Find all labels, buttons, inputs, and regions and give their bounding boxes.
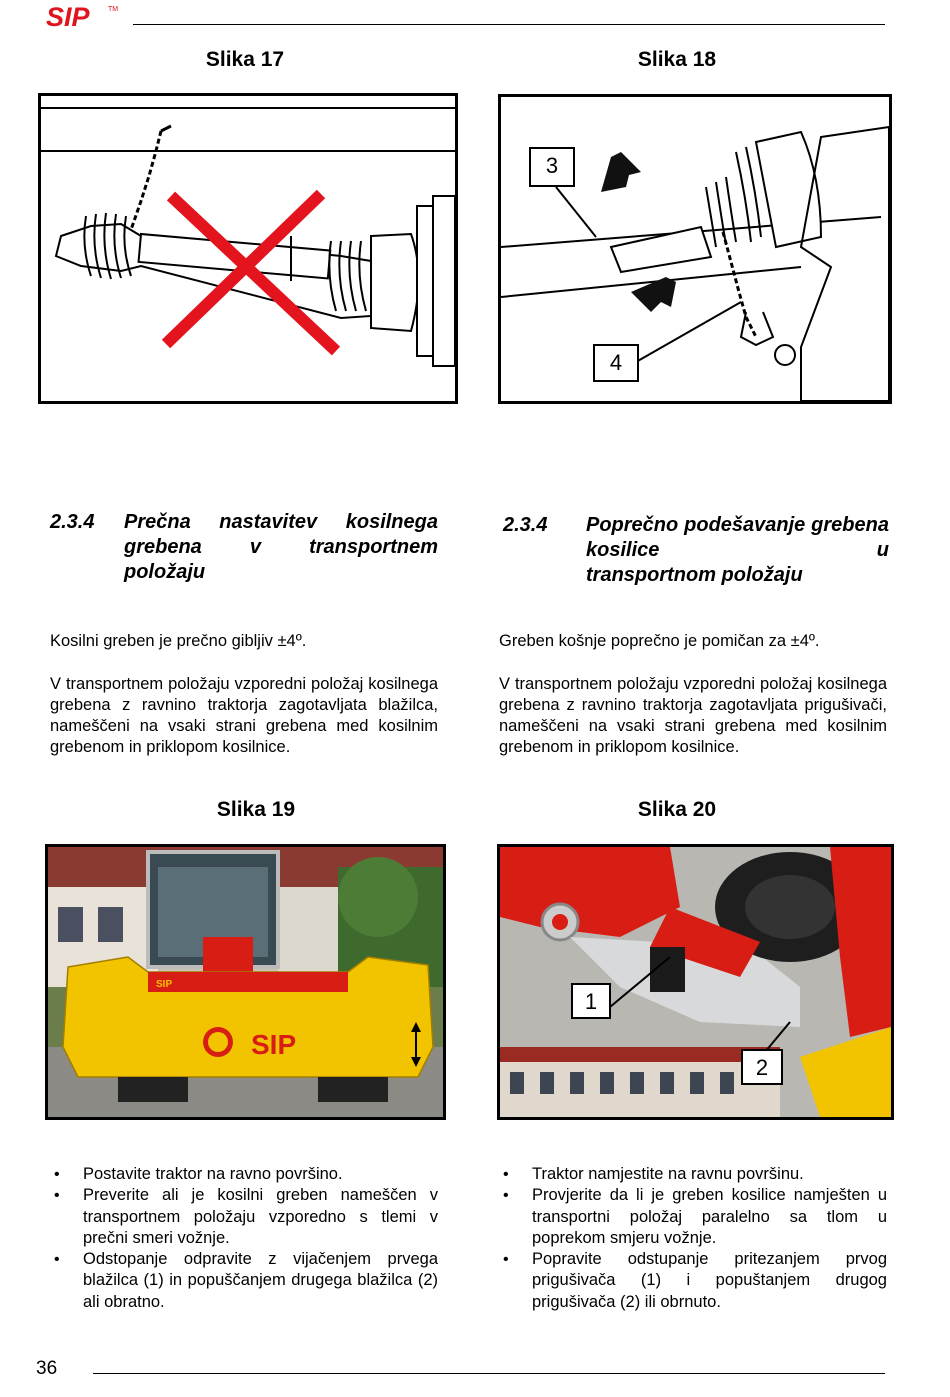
right-section-heading — [503, 513, 889, 593]
right-bullet-list — [499, 1164, 887, 1313]
right-heading-last: transportnom položaju — [586, 564, 803, 586]
figure-17-drawing — [38, 93, 458, 404]
right-section-number: 2.3.4 — [503, 514, 548, 536]
figure-19-title: Slika 19 — [216, 798, 296, 821]
page-number: 36 — [36, 1358, 58, 1379]
right-bullet-1: • Traktor namjestite na ravnu površinu. — [499, 1164, 887, 1185]
left-section-heading — [50, 510, 440, 590]
sip-logo — [46, 2, 126, 30]
left-para-1: Kosilni greben je prečno gibljiv ±4º. — [50, 632, 307, 650]
left-section-number: 2.3.4 — [50, 511, 95, 533]
figure-18-drawing — [498, 94, 892, 404]
logo-text: SIP — [46, 2, 90, 30]
right-para-1: Greben košnje poprečno je pomičan za ±4º. — [499, 632, 820, 650]
right-heading-text: Poprečno podešavanje grebena kosilice u — [586, 514, 889, 561]
left-para-2: V transportnem položaju vzporedni položaj kosilnega grebena z ravnino traktorja zagotavljata blažilca, nameščeni na vsaki strani grebena med kosilnim grebenom in priklopom kosilnice. — [50, 675, 438, 756]
callout-2: 2 — [741, 1049, 783, 1085]
header-rule — [133, 24, 885, 25]
mower-brand-label: SIP — [156, 979, 173, 990]
figure-20-photo — [497, 844, 894, 1120]
right-bullet-3: • Popravite odstupanje pritezanjem prvog prigušivača (1) i popuštanjem drugog prigušivača (2) ili obrnuto. — [499, 1249, 887, 1313]
callout-1: 1 — [571, 983, 611, 1019]
callout-3: 3 — [529, 147, 575, 187]
left-bullet-3: • Odstopanje odpravite z vijačenjem prvega blažilca (1) in popuščanjem drugega blažilca (2) ali obratno. — [50, 1249, 438, 1313]
svg-text:TM: TM — [108, 6, 119, 13]
figure-19-photo — [45, 844, 446, 1120]
left-bullet-list — [50, 1164, 438, 1313]
left-heading-last: položaju — [124, 561, 206, 583]
right-bullet-2: • Provjerite da li je greben kosilice namješten u transportni položaj paralelno sa tlom u poprekom smjeru vožnje. — [499, 1185, 887, 1249]
callout-4: 4 — [593, 344, 639, 382]
footer-rule — [93, 1373, 885, 1374]
left-bullet-2: • Preverite ali je kosilni greben nameščen v transportnem položaju vzporedno s tlemi v prečni smeri vožnje. — [50, 1185, 438, 1249]
left-bullet-1: • Postavite traktor na ravno površino. — [50, 1164, 438, 1185]
figure-17-title: Slika 17 — [205, 48, 285, 71]
figure-20-title: Slika 20 — [637, 798, 717, 821]
mower-hood-logo: SIP — [251, 1029, 297, 1060]
right-para-2: V transportnem položaju vzporedni položaj kosilnega grebena z ravnino traktorja zagotavljata prigušivači, nameščeni na vsaki strani grebena med kosilnim grebenom in priklopom kosilnice. — [499, 675, 887, 756]
left-heading-text: Prečna nastavitev kosilnega grebena v transportnem — [124, 511, 438, 558]
figure-18-title: Slika 18 — [637, 48, 717, 71]
